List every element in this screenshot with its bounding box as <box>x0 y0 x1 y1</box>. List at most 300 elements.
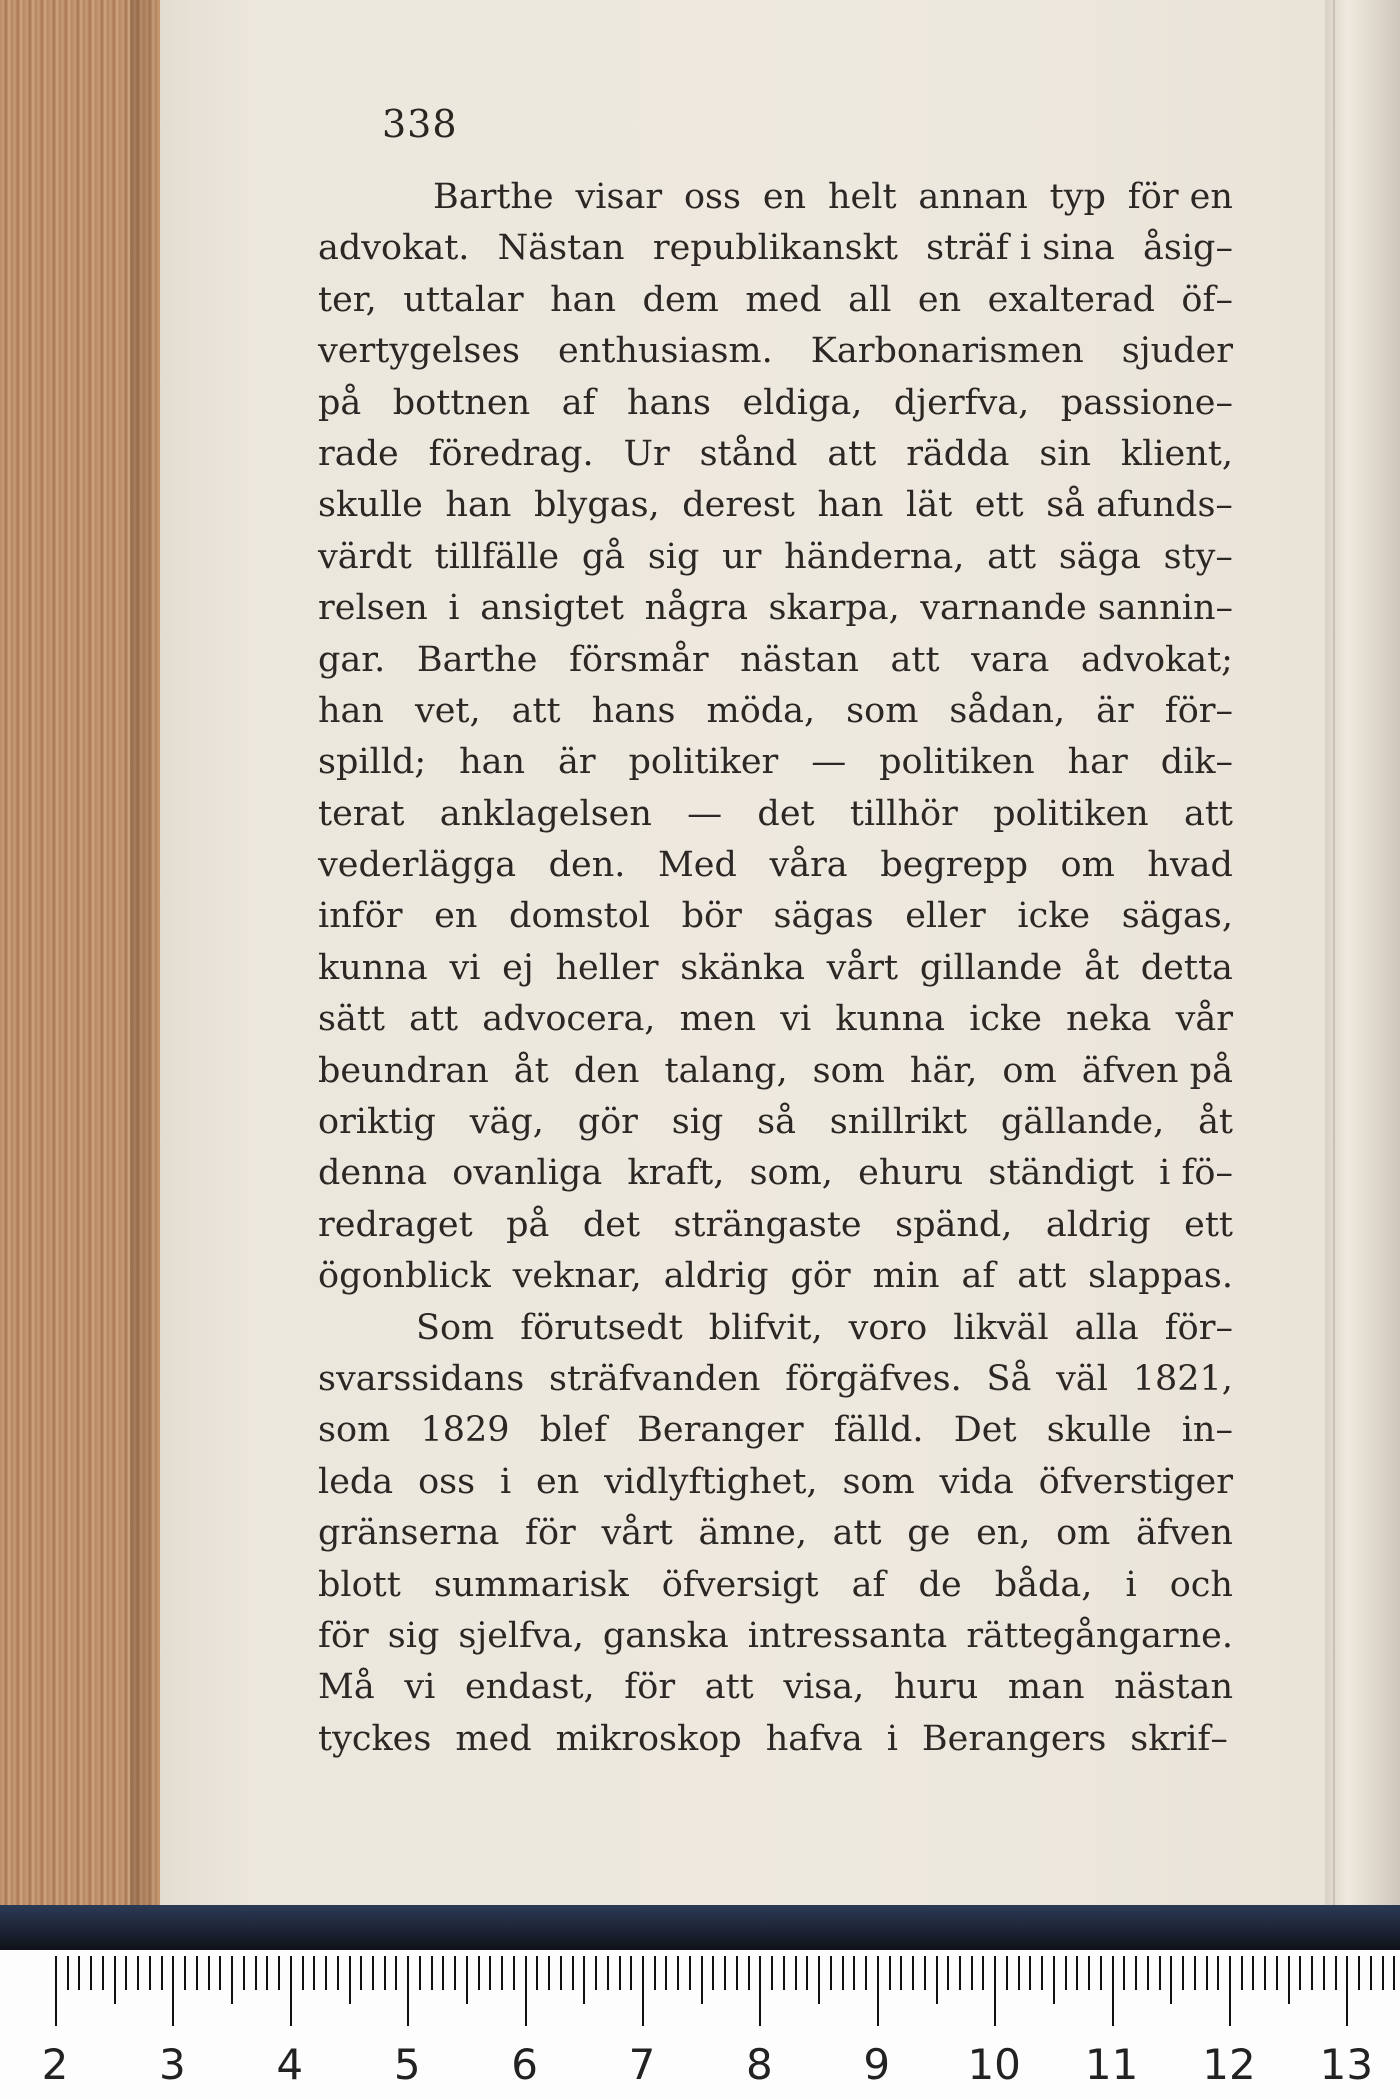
ruler-tick <box>1382 1956 1384 1990</box>
text-word: han <box>318 690 384 731</box>
text-word: det <box>582 1204 641 1245</box>
ruler-tick <box>208 1956 210 1990</box>
text-word: af <box>961 1256 996 1297</box>
ruler-tick <box>654 1956 656 1990</box>
text-line <box>318 275 1233 326</box>
text-word: hans <box>627 382 711 423</box>
ruler-tick <box>1276 1956 1278 1990</box>
text-word: äfven på <box>1081 1050 1233 1091</box>
page-number: 338 <box>382 102 458 146</box>
ruler-tick <box>701 1956 703 2004</box>
text-word: visar <box>575 177 663 217</box>
text-word: tillhör <box>849 793 958 834</box>
text-word: på <box>318 382 362 423</box>
ruler-tick <box>407 1956 409 2026</box>
text-word: — <box>811 742 847 783</box>
text-word: som <box>318 1410 391 1451</box>
text-word: vår <box>1175 999 1233 1040</box>
ruler-tick <box>877 1956 879 2026</box>
text-word: enthusiasm. <box>558 331 773 372</box>
text-word: eller <box>905 896 986 937</box>
text-word: summarisk <box>433 1564 629 1605</box>
text-word: ett <box>1184 1204 1233 1245</box>
ruler-tick <box>912 1956 914 1990</box>
text-line <box>318 1560 1233 1611</box>
text-word: väg, <box>469 1102 544 1143</box>
ruler-tick <box>90 1956 92 1990</box>
ruler-tick <box>607 1956 609 1990</box>
text-word: ter, <box>318 279 377 320</box>
text-word: våra <box>769 845 848 886</box>
page-text-body <box>318 172 1233 1765</box>
text-word: som <box>812 1050 885 1091</box>
text-word: är <box>1096 690 1134 731</box>
ruler-tick <box>1206 1956 1208 1990</box>
text-word: tyckes <box>318 1718 432 1759</box>
text-word: med <box>745 279 822 320</box>
text-word: Beranger <box>637 1410 804 1451</box>
text-word: för <box>525 1513 576 1554</box>
text-word: all <box>848 279 892 320</box>
ruler-tick <box>431 1956 433 1990</box>
text-word: sty– <box>1163 536 1233 577</box>
ruler-label: 8 <box>746 2040 773 2089</box>
ruler-label: 7 <box>628 2040 656 2089</box>
text-word: icke <box>969 999 1042 1040</box>
text-word: vida <box>939 1461 1014 1502</box>
ruler-tick <box>419 1956 421 1990</box>
text-word: 1829 <box>420 1410 510 1451</box>
text-word: åt <box>513 1050 549 1091</box>
text-word: redraget <box>318 1204 473 1245</box>
ruler-tick <box>266 1956 268 1990</box>
ruler-tick <box>102 1956 104 1990</box>
text-word: visa, <box>783 1667 865 1708</box>
ruler-tick <box>665 1956 667 1990</box>
text-word: sätt <box>318 999 385 1040</box>
text-word: voro <box>848 1307 928 1348</box>
ruler-tick <box>724 1956 726 1990</box>
text-word: i fö– <box>1159 1153 1233 1194</box>
text-word: några <box>644 588 748 629</box>
text-word: sin <box>1039 433 1092 474</box>
text-word: begrepp <box>880 845 1028 886</box>
text-word: vårt <box>601 1513 673 1554</box>
text-word: gillande <box>919 947 1063 988</box>
text-word: om <box>1056 1513 1111 1554</box>
ruler-tick <box>172 1956 174 2026</box>
text-word: tillfälle <box>434 536 560 577</box>
text-word: skarpa, <box>768 588 900 629</box>
text-word: för <box>624 1667 676 1708</box>
text-word: han <box>817 485 884 526</box>
text-line <box>318 635 1233 686</box>
ruler-tick <box>454 1956 456 1990</box>
ruler-tick <box>1311 1956 1313 1990</box>
text-word: ge <box>907 1513 951 1554</box>
text-line <box>318 789 1233 840</box>
ruler-tick <box>1029 1956 1031 1990</box>
text-word: uttalar <box>403 279 524 320</box>
ruler-tick <box>924 1956 926 1990</box>
text-word: Som <box>416 1307 495 1348</box>
text-word: en, <box>976 1513 1031 1554</box>
ruler-tick <box>619 1956 621 1990</box>
ruler-tick <box>395 1956 397 1990</box>
text-word: helt <box>828 177 897 217</box>
text-word: på <box>506 1204 550 1245</box>
ruler-tick <box>1170 1956 1172 2004</box>
ruler-label: 13 <box>1319 2040 1374 2089</box>
text-word: dem <box>642 279 719 320</box>
ruler-tick <box>67 1956 69 1990</box>
ruler-tick <box>795 1956 797 1990</box>
text-line <box>318 1662 1233 1713</box>
ruler-tick <box>219 1956 221 1990</box>
text-word: vi <box>780 999 812 1040</box>
text-word: strängaste <box>673 1204 862 1245</box>
text-word: endast, <box>464 1667 595 1708</box>
ruler-tick <box>489 1956 491 1990</box>
text-line <box>318 378 1233 429</box>
text-word: oriktig <box>318 1102 436 1143</box>
ruler-tick <box>78 1956 80 1990</box>
text-word: sig <box>647 536 700 577</box>
text-word: Det <box>953 1410 1017 1451</box>
ruler-tick <box>243 1956 245 1990</box>
ruler-tick <box>513 1956 515 1990</box>
text-word: som <box>842 1461 915 1502</box>
text-word: klient, <box>1120 433 1233 474</box>
text-word: som, <box>749 1153 833 1194</box>
text-line <box>318 737 1233 788</box>
text-word: öfversigt <box>661 1564 819 1605</box>
ruler-tick <box>442 1956 444 1990</box>
ruler-tick <box>748 1956 750 1990</box>
text-line <box>318 583 1233 634</box>
text-word: icke <box>1017 896 1091 937</box>
text-word: den. <box>548 845 626 886</box>
ruler-tick <box>1393 1956 1395 1990</box>
text-line <box>318 1097 1233 1148</box>
text-word: gar. <box>318 639 386 680</box>
text-word: heller <box>555 947 659 988</box>
text-line <box>318 1200 1233 1251</box>
ruler-tick <box>1065 1956 1067 1990</box>
text-word: skrif– <box>1130 1718 1228 1759</box>
text-word: vederlägga <box>318 845 517 886</box>
text-word: terat <box>318 793 405 834</box>
text-line <box>318 1457 1233 1508</box>
text-word: blott <box>318 1564 401 1605</box>
text-word: fälld. <box>833 1410 924 1451</box>
text-word: rädda <box>906 433 1010 474</box>
ruler-tick <box>184 1956 186 1990</box>
ruler-tick <box>313 1956 315 1990</box>
ruler-tick <box>1076 1956 1078 1990</box>
text-word: han <box>459 742 526 783</box>
ruler-tick <box>1053 1956 1055 2004</box>
text-word: Karbonarismen <box>810 331 1084 372</box>
text-word: sjelfva, <box>458 1615 584 1656</box>
text-word: blygas, <box>533 485 660 526</box>
text-word: så <box>757 1102 796 1143</box>
ruler-tick <box>1088 1956 1090 1990</box>
ruler-tick <box>255 1956 257 1990</box>
ruler-tick <box>771 1956 773 1990</box>
text-word: men <box>679 999 757 1040</box>
ruler-tick <box>642 1956 644 2026</box>
text-word: att <box>511 690 561 731</box>
ruler-tick <box>196 1956 198 1990</box>
ruler-tick <box>1299 1956 1301 1990</box>
measuring-ruler <box>0 1950 1400 2098</box>
text-line <box>318 943 1233 994</box>
text-word: en <box>917 279 962 320</box>
text-word: öf– <box>1181 279 1233 320</box>
text-word: Ur <box>623 433 670 474</box>
text-word: att <box>409 999 459 1040</box>
text-word: rade <box>318 433 399 474</box>
text-word: att <box>1017 1256 1067 1297</box>
text-word: den <box>573 1050 640 1091</box>
text-word: sig <box>387 1615 440 1656</box>
text-word: typ <box>1049 177 1106 217</box>
text-word: vi <box>449 947 481 988</box>
text-line <box>318 223 1233 274</box>
text-line <box>318 480 1233 531</box>
text-word: det <box>757 793 815 834</box>
text-word: sägas, <box>1121 896 1233 937</box>
text-word: ur <box>722 536 762 577</box>
text-word: i <box>499 1461 512 1502</box>
ruler-tick <box>971 1956 973 1990</box>
text-word: hafva <box>765 1718 863 1759</box>
ruler-tick <box>1241 1956 1243 1990</box>
text-word: ovanliga <box>452 1153 603 1194</box>
text-word: sträfvanden <box>549 1358 761 1399</box>
ruler-label: 2 <box>41 2040 69 2089</box>
ruler-tick <box>1264 1956 1266 1990</box>
text-word: gör <box>790 1256 851 1297</box>
ruler-label: 11 <box>1084 2040 1139 2089</box>
text-word: han <box>445 485 512 526</box>
text-word: hvad <box>1147 845 1233 886</box>
text-word: sjuder <box>1121 331 1233 372</box>
ruler-tick <box>560 1956 562 1990</box>
ruler-tick <box>736 1956 738 1990</box>
text-word: kraft, <box>627 1153 725 1194</box>
text-word: en <box>762 177 807 217</box>
ruler-tick <box>865 1956 867 1990</box>
ruler-tick <box>959 1956 961 1990</box>
text-line <box>318 891 1233 942</box>
text-line <box>318 172 1233 223</box>
text-word: att <box>1183 793 1233 834</box>
text-word: för– <box>1164 1307 1233 1348</box>
text-word: om <box>1002 1050 1057 1091</box>
ruler-label: 10 <box>967 2040 1021 2089</box>
ruler-label: 3 <box>159 2040 186 2089</box>
text-word: oss <box>683 177 741 217</box>
text-word: af <box>561 382 596 423</box>
text-word: som <box>846 690 919 731</box>
ruler-tick <box>278 1956 280 1990</box>
ruler-tick <box>982 1956 984 1990</box>
ruler-tick <box>55 1956 57 2026</box>
ruler-tick <box>759 1956 761 2026</box>
ruler-tick <box>1041 1956 1043 1990</box>
ruler-label: 5 <box>393 2040 421 2089</box>
text-word: ständigt <box>988 1153 1134 1194</box>
text-word: leda <box>318 1461 394 1502</box>
text-line <box>318 686 1233 737</box>
text-word: för <box>318 1615 369 1656</box>
ruler-tick <box>842 1956 844 1990</box>
ruler-tick <box>583 1956 585 2004</box>
text-word: Må <box>318 1667 375 1708</box>
ruler-tick <box>1229 1956 1231 2026</box>
text-word: de <box>918 1564 962 1605</box>
text-word: bör <box>681 896 742 937</box>
text-word: aldrig <box>1045 1204 1151 1245</box>
text-word: inför <box>318 896 403 937</box>
ruler-tick <box>712 1956 714 1990</box>
text-word: sig <box>671 1102 724 1143</box>
ruler-tick <box>783 1956 785 1990</box>
text-word: vårt <box>826 947 899 988</box>
text-word: kunna <box>835 999 946 1040</box>
text-line <box>318 1714 1233 1765</box>
text-word: gör <box>577 1102 638 1143</box>
text-word: sådan, <box>949 690 1066 731</box>
ruler-tick <box>630 1956 632 1990</box>
text-word: slappas. <box>1088 1256 1233 1297</box>
ruler-tick <box>372 1956 374 1990</box>
ruler-tick <box>1346 1956 1348 2026</box>
ruler-tick <box>349 1956 351 2004</box>
text-word: republikanskt <box>652 228 898 269</box>
text-word: Så <box>986 1358 1032 1399</box>
text-word: ej <box>502 947 534 988</box>
ruler-tick <box>466 1956 468 2004</box>
ruler-tick <box>302 1956 304 1990</box>
text-word: eldiga, <box>742 382 863 423</box>
ruler-tick <box>325 1956 327 1990</box>
text-word: en <box>536 1461 580 1502</box>
ruler-tick <box>149 1956 151 1990</box>
text-word: oss <box>418 1461 476 1502</box>
text-word: domstol <box>509 896 651 937</box>
text-word: Barthe <box>416 639 538 680</box>
text-word: kunna <box>318 947 428 988</box>
ruler-tick <box>595 1956 597 1990</box>
text-line <box>318 1046 1233 1097</box>
text-word: relsen <box>318 588 428 629</box>
text-word: vet, <box>414 690 481 731</box>
text-word: mikroskop <box>555 1718 742 1759</box>
text-line <box>318 1508 1233 1559</box>
text-word: spilld; <box>318 742 427 783</box>
ruler-tick <box>125 1956 127 1990</box>
text-word: annan <box>918 177 1028 217</box>
text-word: i <box>1125 1564 1137 1605</box>
ruler-tick <box>806 1956 808 1990</box>
text-word: in– <box>1181 1410 1233 1451</box>
text-word: denna <box>318 1153 428 1194</box>
text-word: Barthe <box>433 177 554 217</box>
book-right-pages <box>1325 0 1400 1935</box>
text-word: i <box>448 588 460 629</box>
ruler-tick <box>1252 1956 1254 1990</box>
ruler-tick <box>1358 1956 1360 1990</box>
text-word: för en <box>1127 177 1233 217</box>
text-word: blef <box>539 1410 607 1451</box>
text-word: gränserna <box>318 1513 500 1554</box>
text-word: vi <box>404 1667 436 1708</box>
text-word: båda, <box>994 1564 1093 1605</box>
text-word: att <box>890 639 940 680</box>
text-word: att <box>987 536 1037 577</box>
text-word: beundran <box>318 1050 489 1091</box>
ruler-tick <box>1100 1956 1102 1990</box>
text-word: af <box>851 1564 886 1605</box>
text-word: säga <box>1058 536 1141 577</box>
ruler-label: 12 <box>1202 2040 1256 2089</box>
text-word: vertygelses <box>318 331 521 372</box>
ruler-tick <box>337 1956 339 1990</box>
text-word: möda, <box>706 690 816 731</box>
text-word: ganska <box>602 1615 729 1656</box>
text-word: advokat; <box>1080 639 1233 680</box>
ruler-tick <box>290 1956 292 2026</box>
text-word: nästan <box>740 639 859 680</box>
ruler-label: 9 <box>863 2040 891 2089</box>
text-word: skulle <box>318 485 423 526</box>
text-word: lät <box>906 485 953 526</box>
text-word: väl <box>1056 1358 1108 1399</box>
ruler-tick <box>1018 1956 1020 1990</box>
ruler-tick <box>231 1956 233 2004</box>
text-line <box>318 326 1233 377</box>
text-word: passione– <box>1060 382 1233 423</box>
text-word: för– <box>1164 690 1233 731</box>
text-word: ehuru <box>858 1153 964 1194</box>
text-word: äfven <box>1136 1513 1233 1554</box>
text-word: anklagelsen <box>439 793 652 834</box>
ruler-tick <box>853 1956 855 1990</box>
text-word: och <box>1169 1564 1233 1605</box>
text-word: talang, <box>664 1050 788 1091</box>
text-word: nästan <box>1114 1667 1233 1708</box>
text-word: ansigtet <box>480 588 624 629</box>
text-word: man <box>1007 1667 1085 1708</box>
text-word: öfverstiger <box>1038 1461 1233 1502</box>
text-word: Berangers <box>921 1718 1107 1759</box>
ruler-tick <box>994 1956 996 2026</box>
text-word: i <box>886 1718 898 1759</box>
text-line <box>318 840 1233 891</box>
text-word: har <box>1067 742 1128 783</box>
text-word: intressanta <box>747 1615 948 1656</box>
text-word: att <box>704 1667 754 1708</box>
text-word: svarssidans <box>318 1358 525 1399</box>
text-word: sägas <box>773 896 874 937</box>
ruler-tick <box>830 1956 832 1990</box>
text-word: är <box>557 742 596 783</box>
text-word: Nästan <box>497 228 625 269</box>
text-line <box>318 994 1233 1045</box>
